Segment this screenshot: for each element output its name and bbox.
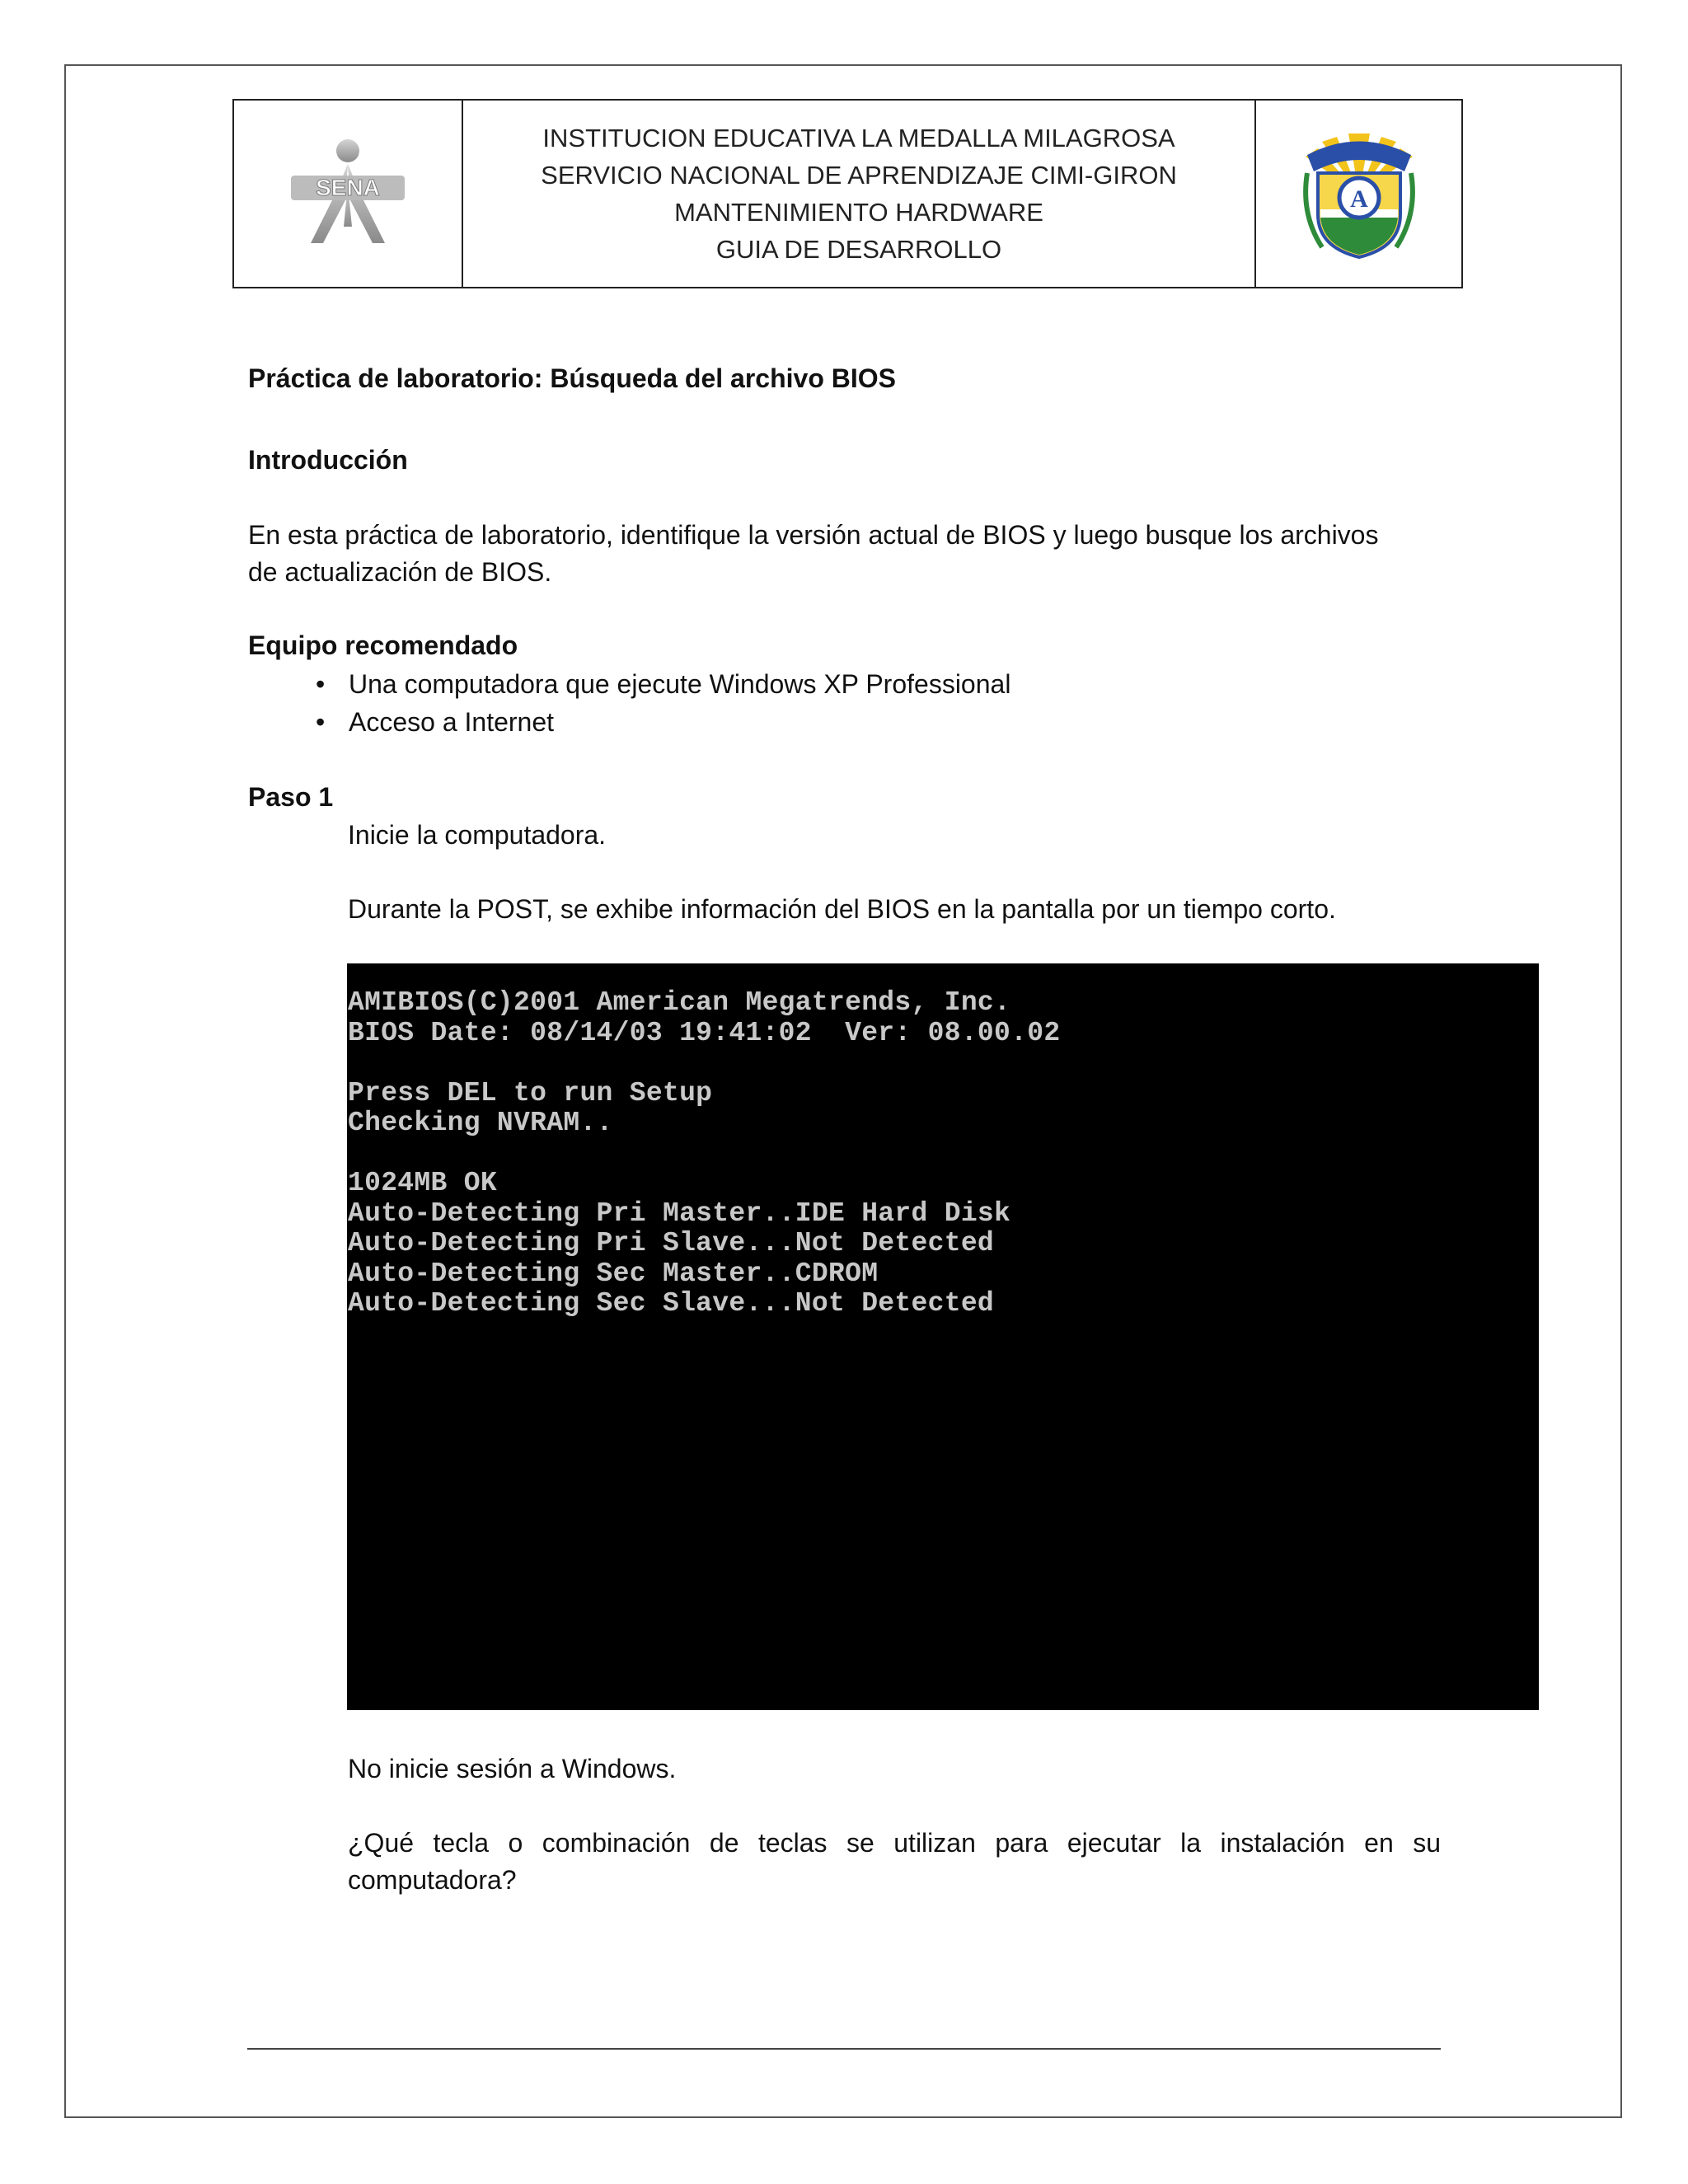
equipment-heading: Equipo recomendado — [248, 630, 518, 660]
bullet-icon: • — [316, 669, 326, 699]
header-line-service: SERVICIO NACIONAL DE APRENDIZAJE CIMI-GIRON — [541, 161, 1177, 190]
list-item-text: Acceso a Internet — [349, 707, 555, 737]
step1-question-line-1: ¿Qué tecla o combinación de teclas se utilizan para ejecutar la instalación en su — [348, 1828, 1441, 1858]
step1-after-screen: No inicie sesión a Windows. — [348, 1754, 677, 1783]
bios-line: Checking NVRAM.. — [348, 1108, 613, 1138]
step1-instruction-1: Inicie la computadora. — [348, 820, 607, 850]
sena-logo — [286, 136, 410, 251]
bios-line: 1024MB OK — [348, 1168, 497, 1198]
bios-line — [348, 1048, 1539, 1079]
bios-line: Auto-Detecting Sec Master..CDROM — [348, 1258, 879, 1289]
list-item-text: Una computadora que ejecute Windows XP Professional — [349, 669, 1011, 699]
intro-text-line-1: En esta práctica de laboratorio, identifique la versión actual de BIOS y luego busque los archivos — [248, 520, 1379, 550]
bios-line: Auto-Detecting Pri Slave...Not Detected — [348, 1228, 995, 1258]
sena-logo-cell — [234, 101, 463, 287]
bios-line: Press DEL to run Setup — [348, 1077, 713, 1108]
intro-text-line-2: de actualización de BIOS. — [248, 557, 552, 587]
header-line-subject: MANTENIMIENTO HARDWARE — [674, 198, 1043, 227]
step1-question-line-2: computadora? — [348, 1865, 517, 1895]
document-header — [232, 99, 1463, 288]
school-crest-cell — [1256, 101, 1461, 287]
intro-heading: Introducción — [248, 445, 408, 475]
svg-text:A: A — [1349, 185, 1368, 213]
step1-instruction-2: Durante la POST, se exhibe información del BIOS en la pantalla por un tiempo corto. — [348, 894, 1336, 924]
page-title: Práctica de laboratorio: Búsqueda del archivo BIOS — [248, 363, 896, 393]
bios-line: Auto-Detecting Sec Slave...Not Detected — [348, 1288, 995, 1319]
header-titles — [463, 101, 1256, 287]
bios-line: Auto-Detecting Pri Master..IDE Hard Disk — [348, 1197, 1011, 1229]
bios-line: BIOS Date: 08/14/03 19:41:02 Ver: 08.00.02 — [348, 1017, 1061, 1048]
school-crest-logo — [1289, 124, 1429, 264]
step1-heading: Paso 1 — [248, 782, 334, 812]
bullet-icon: • — [316, 707, 326, 737]
bios-post-screenshot — [347, 963, 1539, 1710]
bios-line: AMIBIOS(C)2001 American Megatrends, Inc. — [348, 987, 1011, 1018]
header-line-institution: INSTITUCION EDUCATIVA LA MEDALLA MILAGROSA — [542, 124, 1175, 152]
footer-divider — [247, 2048, 1441, 2050]
bios-line — [348, 1139, 1539, 1169]
sena-logo-text: SENA — [316, 175, 380, 200]
header-line-guide: GUIA DE DESARROLLO — [715, 235, 1002, 264]
